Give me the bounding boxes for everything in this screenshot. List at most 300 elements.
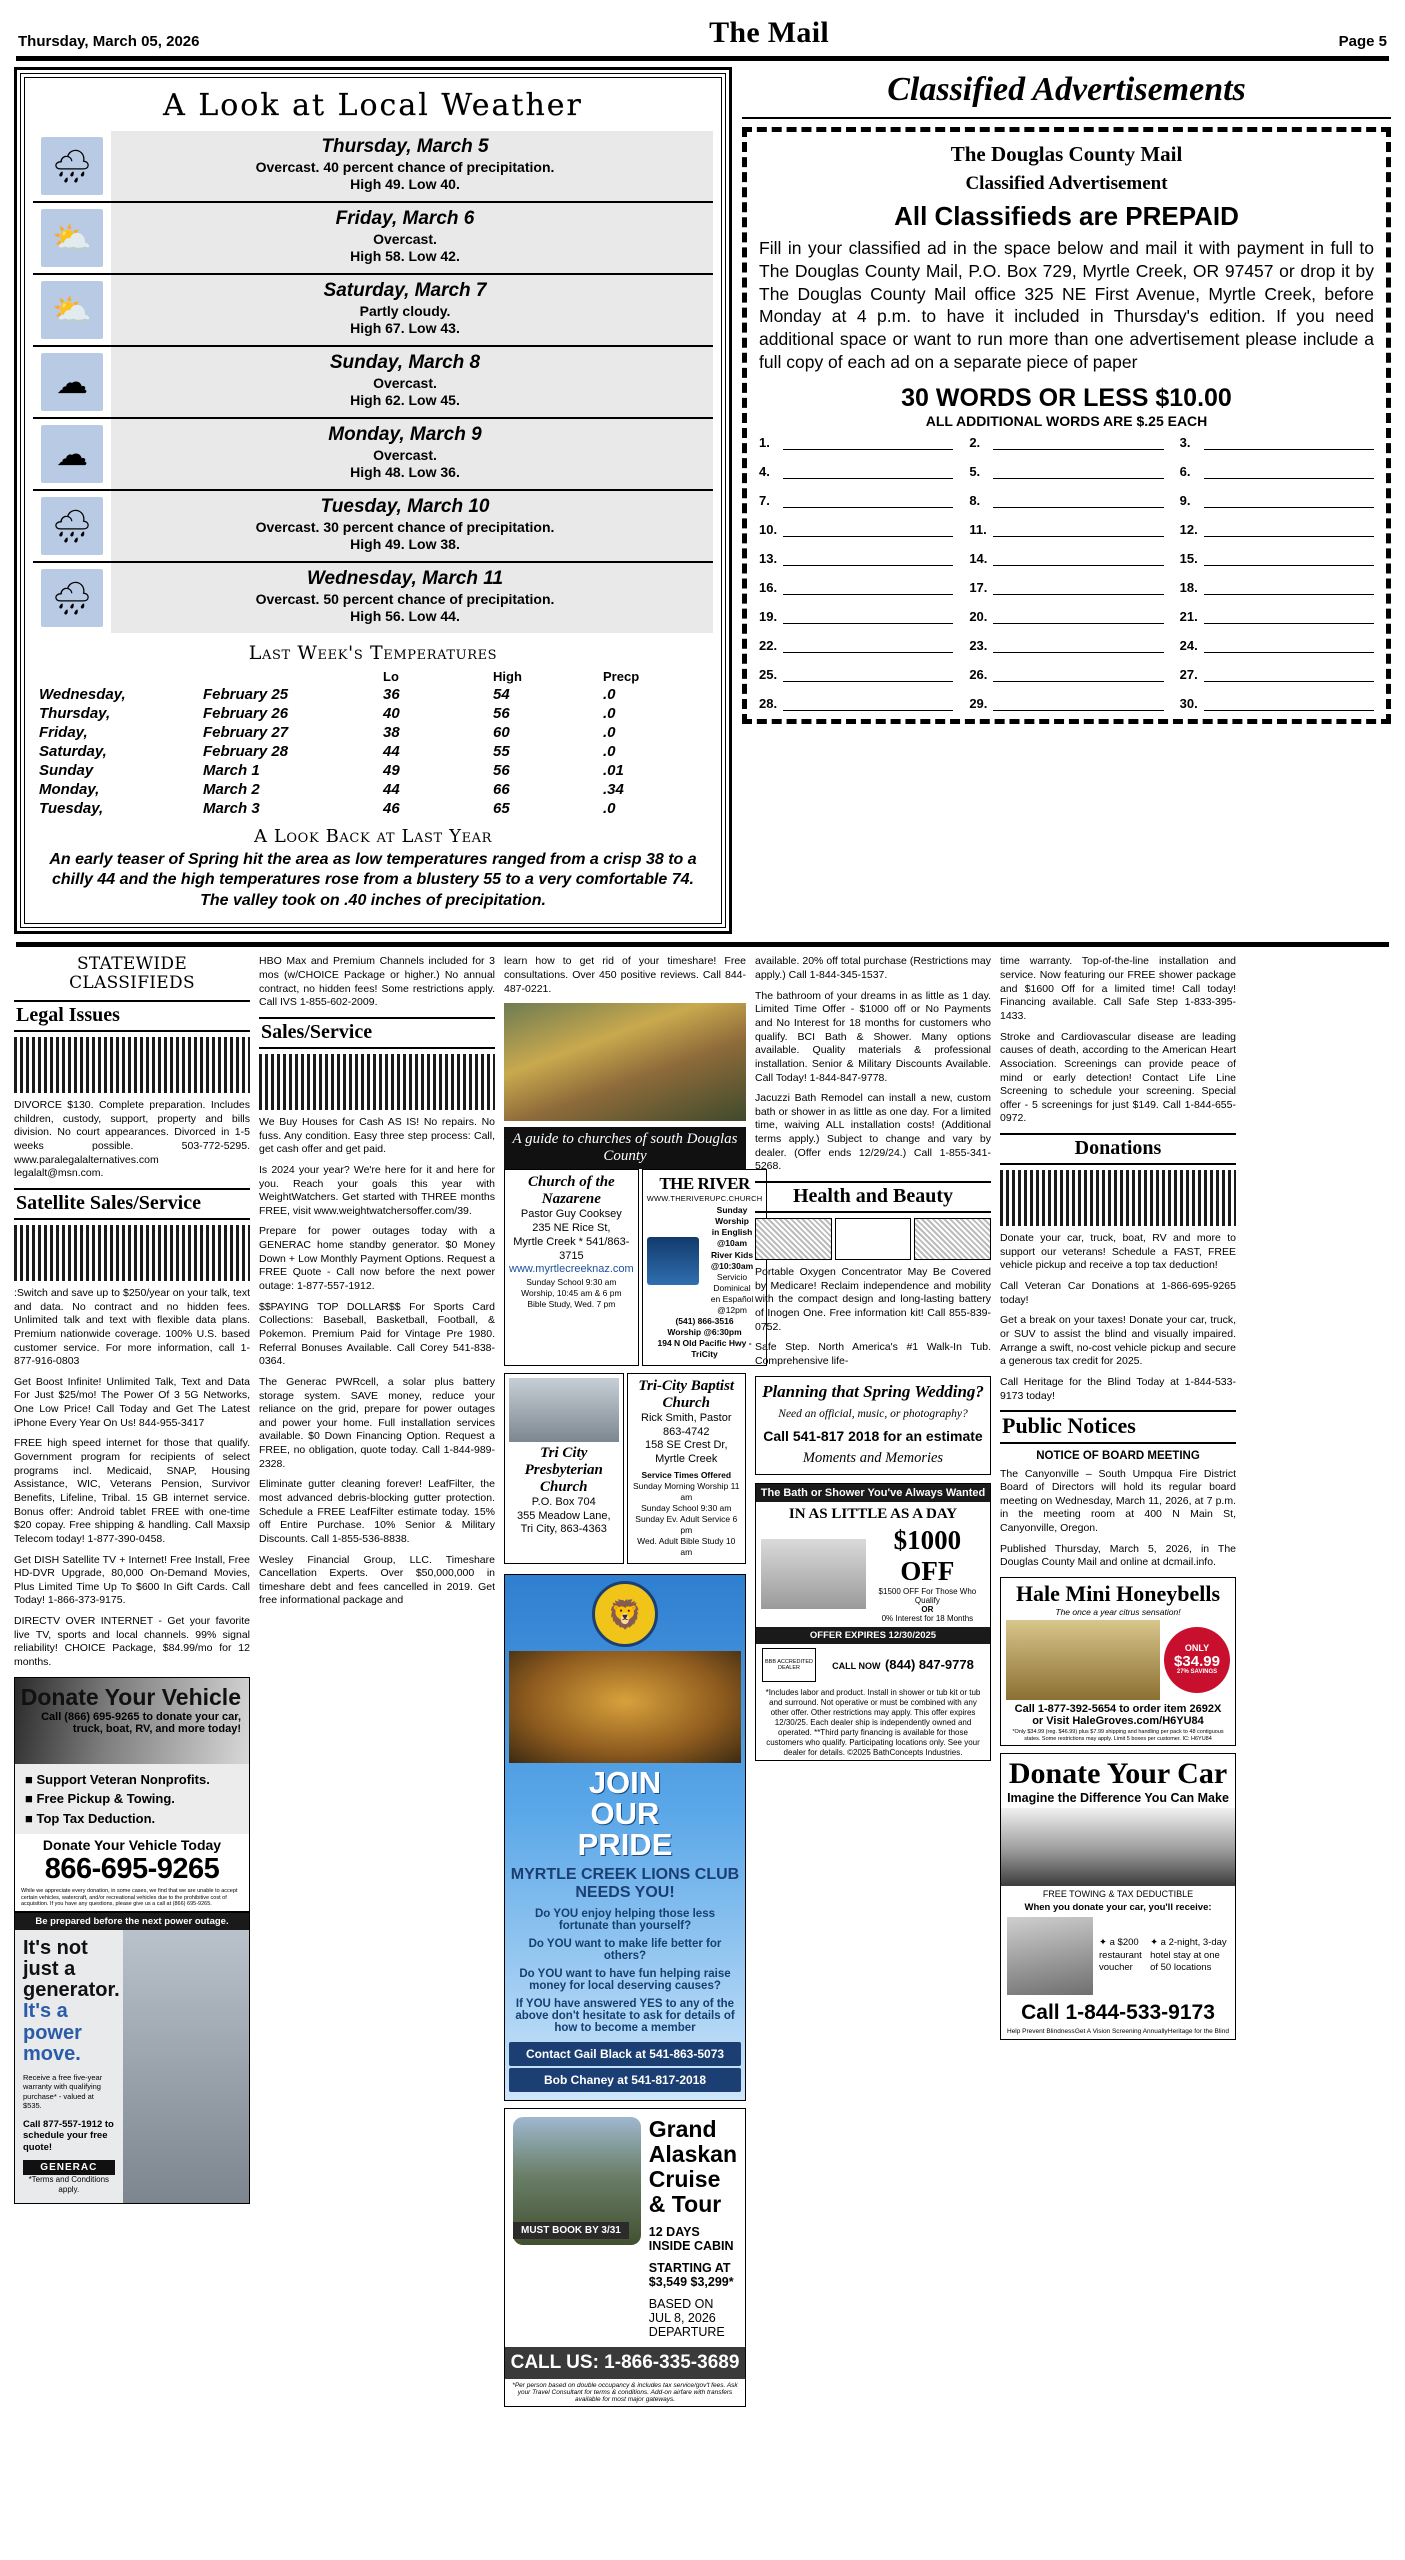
church-website[interactable]: www.myrtlecreeknaz.com [509, 1263, 634, 1276]
blank-line[interactable] [1204, 580, 1374, 595]
word-blank[interactable]: 28. [759, 696, 953, 711]
classified-rule [742, 117, 1391, 119]
church-listing [627, 1373, 747, 1564]
lions-cta: If YOU have answered YES to any of the above don't hesitate to ask for details of how to become a member [515, 1998, 735, 2035]
word-blank[interactable]: 7. [759, 493, 953, 508]
table-row: Sunday March 1 49 56 .01 [39, 762, 624, 779]
classified-column-5 [1000, 955, 1236, 2040]
autumn-trees-photo [504, 1003, 746, 1121]
notice-body: The Canyonville – South Umpqua Fire District Board of Directors will hold its regular board meeting on Wednesday, March 11, 2026, at 7 p.m. in the meeting room at 400 N Main St, Canyonville, Oregon. [1000, 1467, 1236, 1535]
forecast-condition: Overcast. [373, 375, 437, 391]
ad-text: Safe Step. North America's #1 Walk-In Tub. Comprehensive life- [755, 1341, 991, 1367]
bath-offer-alt1: $1500 OFF For Those Who Qualify [878, 1587, 977, 1606]
church-service-time: Worship, 10:45 am & 6 pm [521, 1288, 622, 1299]
ad-text: Prepare for power outages today with a GENERAC home standby generator. $0 Money Down + Low Monthly Payment Options. Request a FREE Quote - Call now before the next power outage: 1-877-557-1912. [259, 1225, 495, 1293]
ad-text: available. 20% off total purchase (Restrictions may apply.) Call 1-844-345-1537. [755, 955, 991, 982]
blank-line[interactable] [783, 464, 953, 479]
word-blank[interactable]: 25. [759, 667, 953, 682]
section-divider-rule [16, 942, 1389, 947]
church-service-time: River Kids [711, 1249, 754, 1260]
table-row: Monday, March 2 44 66 .34 [39, 781, 624, 798]
ad-text: Call Heritage for the Blind Today at 1-844-533-9173 today! [1000, 1375, 1236, 1402]
ad-disclaimer: While we appreciate every donation, in some cases, we find that we are unable to accept certain vehicles, watercraft, and/or recreational vehicles due to the prohibitive cost of acquisition. If you have any questions, please give us a call at (866) 695-9265. [21, 1888, 238, 1908]
ad-title: Donate Your Vehicle [20, 1683, 241, 1710]
church-address: 194 N Old Pacific Hwy - TriCity [657, 1337, 752, 1359]
generac-headline: Be prepared before the next power outage. [15, 1913, 249, 1930]
generac-house-photo [123, 1930, 249, 2203]
lions-contact[interactable]: Contact Gail Black at 541-863-5073 [509, 2042, 741, 2066]
generac-cta[interactable]: Call 877-557-1912 to schedule your free quote! [23, 2118, 114, 2154]
bbb-accredited-icon: BBB ACCREDITED DEALER [762, 1648, 816, 1682]
ad-bullets [15, 1764, 249, 1835]
church-website[interactable]: WWW.THERIVERUPC.CHURCH [646, 1194, 763, 1204]
blank-line[interactable] [783, 435, 953, 450]
cruise-title: Grand Alaskan Cruise & Tour [648, 2116, 738, 2217]
bath-headline: The Bath or Shower You've Always Wanted [756, 1484, 990, 1502]
word-blanks-grid[interactable] [759, 435, 1374, 711]
issue-date: Thursday, March 05, 2026 [18, 33, 200, 50]
weather-title: A Look at Local Weather [163, 88, 583, 123]
word-blank[interactable]: 11. [969, 522, 1163, 537]
forecast-day: Sunday, March 8 [329, 352, 481, 373]
blank-line[interactable] [993, 464, 1163, 479]
church-service-spanish: en Español @12pm [710, 1293, 754, 1315]
category-sales-service: Sales/Service [259, 1017, 495, 1049]
ad-text: Donate your car, truck, boat, RV and more to support our veterans! Schedule a FAST, FREE vehicle pickup and receive a top tax deduction! [1000, 1232, 1236, 1272]
veteran-salute-photo [15, 1678, 249, 1764]
forecast-day: Saturday, March 7 [323, 280, 487, 301]
donate-car-phone[interactable]: Call 1-844-533-9173 [1021, 2000, 1215, 2024]
ad-text: We Buy Houses for Cash AS IS! No repairs. No fuss. Any condition. Easy three step process: Call, get cash offer and get paid. [259, 1115, 495, 1156]
blindness-note-2: Get A Vision Screening Annually [1074, 2027, 1168, 2035]
word-blank[interactable]: 4. [759, 464, 953, 479]
blank-line[interactable] [1204, 522, 1374, 537]
satellite-dish-icon [14, 1225, 250, 1281]
church-detail: P.O. Box 704 [531, 1495, 596, 1508]
table-row: Saturday, February 28 44 55 .0 [39, 743, 616, 760]
form-price-sub: ALL ADDITIONAL WORDS ARE $.25 EACH [925, 412, 1208, 429]
forecast-day: Friday, March 6 [335, 208, 475, 229]
ad-text: time warranty. Top-of-the-line installation and service. Now featuring our FREE shower package and $1600 Off for a limited time! Call today! Financing available. Call Safe Step 1-833-395-1433. [1000, 955, 1236, 1022]
church-name: THE RIVER [659, 1174, 750, 1194]
cruise-disclaimer: *Per person based on double occupancy & includes tax service/gov't fees. Ask your Travel Consultant for terms & conditions. Add-on airfare with transfers available for most major gateways. [512, 2381, 738, 2403]
church-photo [509, 1378, 619, 1442]
blank-line[interactable] [1204, 435, 1374, 450]
price-badge: ONLY $34.99 27% SAVINGS [1164, 1627, 1230, 1693]
alaska-mountains-photo [513, 2117, 641, 2245]
church-service-time: Bible Study, Wed. 7 pm [527, 1299, 616, 1310]
lions-question: Do YOU want to have fun helping raise money for local deserving causes? [519, 1968, 731, 1993]
blank-line[interactable] [993, 522, 1163, 537]
blank-line[interactable] [1204, 609, 1374, 624]
lions-subtitle: MYRTLE CREEK LIONS CLUB NEEDS YOU! [510, 1866, 740, 1902]
ad-text: HBO Max and Premium Channels included for 3 mos (w/CHOICE Package or higher.) No annual contract, no hidden fees! Some restrictions apply. Call IVS 1-855-602-2009. [259, 955, 495, 1009]
cruise-book-by-tag: MUST BOOK BY 3/31 [513, 2222, 629, 2239]
word-blank[interactable]: 16. [759, 580, 953, 595]
classified-column-4 [755, 955, 991, 1761]
honey-subtitle: The once a year citrus sensation! [1055, 1607, 1181, 1617]
last-week-table [33, 669, 713, 818]
church-detail: Pastor Guy Cooksey [520, 1208, 622, 1221]
church-detail: 235 NE Rice St, [532, 1222, 611, 1235]
lions-club-logo-icon: 🦁 [592, 1581, 658, 1647]
donate-car-subtitle: Imagine the Difference You Can Make [1007, 1790, 1229, 1805]
cloud-icon: ☁ [33, 419, 111, 489]
blank-line[interactable] [993, 551, 1163, 566]
church-service-time: Wed. Adult Bible Study 10 am [637, 1536, 736, 1558]
forecast-day: Tuesday, March 10 [320, 496, 490, 517]
masthead-rule [16, 56, 1389, 61]
classified-section-title: Classified Advertisements [887, 71, 1246, 108]
generac-disclaimer: *Terms and Conditions apply. [28, 2175, 110, 2195]
category-legal-issues: Legal Issues [14, 1000, 250, 1032]
paper-title: The Mail [709, 16, 829, 49]
forecast-row [33, 491, 713, 563]
church-name: Church of the Nazarene [528, 1174, 615, 1208]
forecast-temp: High 58. Low 42. [350, 247, 460, 264]
column-header-lo: Lo [383, 669, 399, 684]
forecast-condition: Overcast. 40 percent chance of precipitation. [255, 159, 555, 175]
blank-line[interactable] [1204, 551, 1374, 566]
generac-warranty-note: Receive a free five-year warranty with qualifying purchase* - valued at $535. [23, 2073, 103, 2111]
church-service-time: Sunday Worship [715, 1205, 749, 1227]
cruise-detail: 12 DAYS INSIDE CABIN [648, 2224, 734, 2253]
blank-line[interactable] [783, 638, 953, 653]
word-blank[interactable]: 27. [1180, 667, 1374, 682]
category-donations: Donations [1000, 1133, 1236, 1165]
church-directory-banner: A guide to churches of south Douglas County [504, 1127, 746, 1169]
bath-offer-alt2: 0% Interest for 18 Months [881, 1614, 974, 1624]
forecast-temp: High 67. Low 43. [350, 319, 460, 336]
forecast-day: Monday, March 9 [328, 424, 482, 445]
bullet-item: ■ Top Tax Deduction. [25, 1810, 156, 1826]
ad-text: learn how to get rid of your timeshare! Free consultations. Over 450 positive reviews. Call 844-487-0221. [504, 955, 746, 995]
notice-title: NOTICE OF BOARD MEETING [1036, 1450, 1200, 1463]
blank-line[interactable] [783, 522, 953, 537]
forecast-temp: High 56. Low 44. [350, 607, 460, 624]
lions-question: Do YOU want to make life better for others? [528, 1938, 722, 1963]
forecast-row [33, 347, 713, 419]
ad-text: FREE high speed internet for those that qualify. Government program for recipients of select programs incl. Medicaid, SNAP, Housing Assistance, WIC, Veterans Pension, Survivor Benefits, Lifeline, Tribal. 15 GB internet service. Bonus offer: Android tablet FREE with one-time $20 copay. Free shipping & handling. Call Maxsip Telecom today! 1-877-390-0458. [14, 1437, 250, 1545]
alaskan-cruise-ad[interactable] [504, 2108, 746, 2406]
church-service-time: Worship @6:30pm [667, 1326, 742, 1337]
forecast-temp: High 48. Low 36. [350, 463, 460, 480]
blank-line[interactable] [993, 580, 1163, 595]
cruise-price: STARTING AT $3,549 $3,299* [648, 2260, 734, 2289]
honeybells-photo [1006, 1620, 1160, 1700]
bullet-item: ■ Support Veteran Nonprofits. [25, 1771, 210, 1787]
donate-car-offer-1: ✦ a $200 restaurant voucher [1099, 1937, 1142, 1973]
blank-line[interactable] [783, 667, 953, 682]
blank-line[interactable] [993, 667, 1163, 682]
bath-subhead: IN AS LITTLE AS A DAY [788, 1506, 958, 1523]
blank-line[interactable] [783, 493, 953, 508]
weather-column [14, 67, 732, 934]
ad-text: $$PAYING TOP DOLLAR$$ For Sports Card Collections: Baseball, Basketball, Football, & Pokemon. Premium Paid for Vintage Pre 1980. Referral Bonuses Available. Call Corey 541-838-0364. [259, 1300, 495, 1368]
forecast-day: Wednesday, March 11 [306, 568, 504, 589]
church-detail: Rick Smith, Pastor 863-4742 [641, 1411, 732, 1438]
forecast-list [33, 131, 713, 633]
church-name: Tri-City Baptist Church [638, 1377, 735, 1411]
ad-text: Get DISH Satellite TV + Internet! Free Install, Free HD-DVR Upgrade, 80,000 On-Demand Movies, Plus Limited Time Up To $600 In Gift Cards. Call Today! 1-866-373-9175. [14, 1553, 250, 1607]
tools-icon [259, 1054, 495, 1110]
rain-cloud-icon: 🌧 [33, 563, 111, 633]
ad-text: Call Veteran Car Donations at 1-866-695-9265 today! [1000, 1280, 1236, 1306]
church-service-time: Sunday Morning Worship 11 am [633, 1481, 740, 1503]
category-satellite-sales: Satellite Sales/Service [14, 1188, 250, 1220]
donate-car-note: FREE TOWING & TAX DEDUCTIBLE [1042, 1888, 1194, 1899]
category-health-beauty: Health and Beauty [755, 1181, 991, 1213]
column-header-high: High [493, 669, 522, 684]
church-detail: Myrtle Creek * 541/863-3715 [513, 1235, 630, 1262]
honey-order-line1[interactable]: Call 1-877-392-5654 to order item 2692X [1014, 1703, 1222, 1715]
classified-column-1 [14, 955, 250, 2212]
rain-cloud-icon: 🌧 [33, 491, 111, 561]
word-blank[interactable]: 21. [1180, 609, 1374, 624]
forecast-row [33, 419, 713, 491]
word-blank[interactable]: 8. [969, 493, 1163, 508]
ad-text: Get Boost Infinite! Unlimited Talk, Text and Data For Just $25/mo! The Power Of 3 5G Networks, One Low Price! Call Today and Get The Latest iPhone Every Year On Us! 844-955-3417 [14, 1375, 250, 1429]
word-blank[interactable]: 22. [759, 638, 953, 653]
forecast-condition: Overcast. 30 percent chance of precipitation. [255, 519, 555, 535]
blank-line[interactable] [783, 696, 953, 711]
bath-offer-amount: $1000 OFF [893, 1525, 962, 1587]
cruise-departure: BASED ON JUL 8, 2026 DEPARTURE [648, 2296, 725, 2339]
ad-text: The Generac PWRcell, a solar plus battery storage system. SAVE money, reduce your reliance on the grid, prepare for power outages and power your home. Full installation services available. $0 Down Financing Option. Request a FREE, no obligation, quote today. Call 1-844-989-2328. [259, 1375, 495, 1470]
word-blank[interactable]: 30. [1180, 696, 1374, 711]
look-back-title: A Look Back at Last Year [253, 826, 493, 847]
honey-order-line2[interactable]: or Visit HaleGroves.com/H6YU84 [1032, 1715, 1204, 1727]
wedding-headline: Planning that Spring Wedding? [762, 1381, 984, 1401]
church-name: Tri City Presbyterian Church [524, 1444, 603, 1495]
wedding-business-name: Moments and Memories [802, 1449, 944, 1466]
forecast-day: Thursday, March 5 [321, 136, 489, 157]
word-blank[interactable]: 18. [1180, 580, 1374, 595]
bath-shower-ad[interactable] [755, 1483, 991, 1761]
bath-offer-or: OR [921, 1605, 934, 1615]
church-service-spanish: Dominical [713, 1282, 751, 1293]
cruise-phone[interactable]: CALL US: 1-866-335-3689 [505, 2347, 745, 2379]
column-header-precp: Precp [603, 669, 640, 684]
forecast-row [33, 563, 713, 633]
word-blank[interactable]: 23. [969, 638, 1163, 653]
ad-text: Jacuzzi Bath Remodel can install a new, custom bath or shower in as little as one day. For a limited time, waiving ALL installation costs! (Additional terms apply.) Subject to change and vary by dealer. (Offer ends 12/29/24.) Call 1-855-341-5268. [755, 1092, 991, 1173]
blank-line[interactable] [993, 493, 1163, 508]
donate-vehicle-ad[interactable] [14, 1677, 250, 1912]
masthead [14, 10, 1391, 54]
forecast-condition: Overcast. [373, 447, 437, 463]
donate-car-ad[interactable] [1000, 1753, 1236, 2040]
lions-join-line: PRIDE [577, 1827, 673, 1863]
lion-photo [509, 1651, 741, 1763]
blank-line[interactable] [783, 551, 953, 566]
generac-ad[interactable] [14, 1912, 250, 2204]
bath-disclaimer: *Includes labor and product. Install in shower or tub kit or tub and surround. Not operative or must be combined with any other offer. Other restrictions may apply. This offer expires 12/30/25. Each dealer ship is independently owned and operated. **Third party financing is available for those customers who qualify. Participating locations only. See your dealer for details. ©2025 BathConcepts Industries. [765, 1688, 981, 1758]
blank-line[interactable] [993, 609, 1163, 624]
weather-box [14, 67, 732, 934]
church-detail: 158 SE Crest Dr, Myrtle Creek [644, 1439, 728, 1466]
church-detail: 355 Meadow Lane, [516, 1509, 611, 1522]
classified-column-2 [259, 955, 495, 1615]
honey-title: Hale Mini Honeybells [1015, 1581, 1221, 1606]
forecast-condition: Partly cloudy. [359, 303, 451, 319]
lions-contact[interactable]: Bob Chaney at 541-817-2018 [509, 2068, 741, 2092]
ad-text: Stroke and Cardiovascular disease are leading causes of death, according to the American Heart Association. Screenings can provide peace of mind or early detection! Contact Life Line Screening to schedule your screening. Special offer - 5 screenings for just $149. Call 1-844-655-0972. [1000, 1030, 1236, 1125]
classified-order-form[interactable] [742, 127, 1391, 724]
notice-publication: Published Thursday, March 5, 2026, in The Douglas County Mail and online at dcmail.info. [1000, 1542, 1236, 1569]
church-listing [642, 1169, 768, 1366]
classified-form-column [742, 67, 1391, 934]
word-blank[interactable]: 13. [759, 551, 953, 566]
church-service-spanish: Servicio [716, 1271, 748, 1282]
hearts-icon [1000, 1170, 1236, 1226]
ad-text: Portable Oxygen Concentrator May Be Covered by Medicare! Reclaim independence and mobility with the compact design and long-lasting battery of Inogen One. Free information kit! Call 855-839-0752. [755, 1266, 991, 1333]
blank-line[interactable] [993, 638, 1163, 653]
donate-car-title: Donate Your Car [1008, 1756, 1228, 1790]
wedding-phone[interactable]: Call 541-817 2018 for an estimate [763, 1427, 983, 1444]
donate-car-offer-2: ✦ a 2-night, 3-day hotel stay at one of 50 locations [1150, 1937, 1227, 1973]
blank-line[interactable] [1204, 464, 1374, 479]
church-listing [504, 1169, 639, 1366]
ad-text: Wesley Financial Group, LLC. Timeshare Cancellation Experts. Over $50,000,000 in timeshare debt and fees cancelled in 2019. Get free informational package and [259, 1553, 495, 1607]
gavel-icon [14, 1037, 250, 1093]
church-service-time: in English @10am [711, 1227, 753, 1249]
word-blank[interactable]: 10. [759, 522, 953, 537]
forecast-temp: High 62. Low 45. [350, 391, 460, 408]
word-blank[interactable]: 26. [969, 667, 1163, 682]
blank-line[interactable] [1204, 638, 1374, 653]
ad-text: :Switch and save up to $250/year on your talk, text and data. No contract and no hidden fees. Unlimited talk and text with flexible data plans. Premium nationwide coverage. 100% U.S. based customer service. For more information, call 1-877-916-0803 [14, 1286, 250, 1368]
word-blank[interactable]: 14. [969, 551, 1163, 566]
classified-column-3 [504, 955, 763, 2406]
heritage-blind-logo: Heritage for the Blind [1167, 2027, 1229, 2035]
blank-line[interactable] [783, 580, 953, 595]
donate-car-offer-head: When you donate your car, you'll receive: [1024, 1901, 1212, 1913]
look-back-text: An early teaser of Spring hit the area as low temperatures ranged from a crisp 38 to a chilly 44 and the high temperatures rose from a blustery 55 to a very comfortable 74. The valley took on .40 inches of precipitation. [49, 851, 697, 909]
word-blank[interactable]: 29. [969, 696, 1163, 711]
bathroom-photo [761, 1539, 866, 1609]
ad-call-text: Call (866) 695-9265 to donate your car, truck, boat, RV, and more today! [41, 1710, 241, 1735]
ad-text: The bathroom of your dreams in as little as 1 day. Limited Time Offer - $1000 off or No Payments and No Interest for 18 months for customers who qualify. BCI Bath & Shower. Many options available. Quality materials & professional installation. Senior & Military Discounts Available. Call Today! 1-844-847-9778. [755, 989, 991, 1084]
cloud-icon: ☁ [33, 347, 111, 417]
church-detail: Tri City, 863-4363 [520, 1523, 607, 1536]
ad-phone[interactable]: 866-695-9265 [44, 1853, 220, 1886]
ad-text: DIRECTV OVER INTERNET - Get your favorite live TV, sports and local channels. 99% signal reliability! CHOICE Package, $84.99/mo for 12 months. [14, 1615, 250, 1668]
honeybells-ad[interactable] [1000, 1577, 1236, 1746]
forecast-row [33, 275, 713, 347]
generac-line1: It's not just a generator. [23, 1936, 120, 2002]
bath-call-label: CALL NOW [832, 1661, 881, 1672]
church-service-time: @10:30am [710, 1260, 754, 1271]
word-blank[interactable]: 9. [1180, 493, 1374, 508]
generac-logo: GENERAC [23, 2160, 115, 2175]
rain-cloud-icon: 🌧 [33, 131, 111, 201]
church-phone[interactable]: (541) 866-3516 [675, 1315, 734, 1326]
word-blank[interactable]: 1. [759, 435, 953, 450]
lions-club-ad[interactable] [504, 1574, 746, 2101]
forecast-row [33, 131, 713, 203]
ad-text: Is 2024 your year? We're here for it and here for you. Reach your goals this year with WeightWatchers. Get started with THREE months FREE, visit www.weightwatchersoffer.com/39. [259, 1163, 495, 1217]
blank-line[interactable] [1204, 667, 1374, 682]
bath-offer-expiry: OFFER EXPIRES 12/30/2025 [756, 1627, 990, 1644]
sun-cloud-icon: ⛅ [33, 275, 111, 345]
blank-line[interactable] [1204, 696, 1374, 711]
category-public-notices: Public Notices [1000, 1410, 1236, 1444]
lions-question: Do YOU enjoy helping those less fortunate than yourself? [535, 1908, 715, 1933]
blank-line[interactable] [993, 696, 1163, 711]
car-photo [1001, 1808, 1235, 1886]
ad-text: Eliminate gutter cleaning forever! LeafFilter, the most advanced debris-blocking gutter protection. Schedule a FREE LeafFilter estimate today. 15% off Entire Purchase. 10% Senior & Military Discounts. Call 1-855-536-8838. [259, 1478, 495, 1545]
table-row: Friday, February 27 38 60 .0 [39, 724, 616, 741]
statewide-heading: STATEWIDE CLASSIFIEDS [69, 954, 195, 993]
ad-text: Get a break on your taxes! Donate your car, truck, or SUV to assist the blind and visually impaired. Arrange a swift, no-cost vehicle pickup and secure a generous tax credit for 2025. [1000, 1314, 1236, 1368]
form-subtitle: Classified Advertisement [965, 173, 1168, 194]
forecast-condition: Overcast. [373, 231, 437, 247]
ad-cta: Donate Your Vehicle Today [42, 1837, 222, 1854]
word-blank[interactable]: 17. [969, 580, 1163, 595]
table-row: Tuesday, March 3 46 65 .0 [39, 800, 616, 817]
word-blank[interactable]: 2. [969, 435, 1163, 450]
sun-cloud-icon: ⛅ [33, 203, 111, 273]
word-blank[interactable]: 3. [1180, 435, 1374, 450]
page-number: Page 5 [1338, 33, 1387, 50]
ad-text: DIVORCE $130. Complete preparation. Includes children, custody, support, property and bills division. No court appearances. Divorced in 1-5 weeks possible. 503-772-5295. www.paralegalalternatives.com legalalt@msn.com. [14, 1099, 250, 1180]
blindness-note-1: Help Prevent Blindness [1007, 2027, 1075, 2035]
blank-line[interactable] [783, 609, 953, 624]
table-row: Thursday, February 26 40 56 .0 [39, 705, 616, 722]
church-listing [504, 1373, 624, 1564]
form-publisher: The Douglas County Mail [950, 142, 1183, 166]
form-instructions: Fill in your classified ad in the space below and mail it with payment in full to The Douglas County Mail, P.O. Box 729, Myrtle Creek, OR 97457 or drop it by The Douglas County Mail office 325 NE First Avenue, Myrtle Creek, before Monday at 4 p.m. to have it included in Thursday's edition. If you need additional space or want to run more than one advertisement please include a full copy of each ad on a separate piece of paper [759, 238, 1374, 372]
church-directory [504, 1127, 763, 1568]
lions-join-line: OUR [590, 1796, 660, 1832]
form-prepaid-notice: All Classifieds are PREPAID [894, 201, 1239, 231]
river-logo-icon [647, 1237, 699, 1285]
lions-join-line: JOIN [588, 1765, 662, 1801]
blank-line[interactable] [993, 435, 1163, 450]
word-blank[interactable]: 6. [1180, 464, 1374, 479]
top-section [14, 67, 1391, 934]
honey-disclaimer: *Only $34.99 (reg. $46.99) plus $7.99 shipping and handling per pack to 48 contiguous states. Some restrictions may apply. Limit 5 boxes per customer. IC: H6YU84 [1012, 1729, 1224, 1742]
word-blank[interactable]: 5. [969, 464, 1163, 479]
blank-line[interactable] [1204, 493, 1374, 508]
word-blank[interactable]: 12. [1180, 522, 1374, 537]
generac-line2: It's a power move. [23, 2000, 82, 2065]
table-row: Wednesday, February 25 36 54 .0 [39, 686, 616, 703]
church-service-time: Sunday School 9:30 am [641, 1503, 732, 1514]
classifieds-columns [14, 955, 1391, 2406]
church-services-heading: Service Times Offered [641, 1469, 732, 1480]
forecast-temp: High 49. Low 38. [350, 535, 460, 552]
church-service-time: Sunday Ev. Adult Service 6 pm [635, 1514, 738, 1536]
forecast-condition: Overcast. 50 percent chance of precipitation. [255, 591, 555, 607]
teeth-icon [755, 1218, 991, 1260]
last-week-title: Last Week's Temperatures [248, 642, 498, 664]
bath-phone[interactable]: (844) 847-9778 [884, 1657, 974, 1673]
word-blank[interactable]: 19. [759, 609, 953, 624]
wedding-services-ad[interactable] [755, 1376, 991, 1476]
table-header-row [33, 669, 713, 685]
woman-photo [1007, 1917, 1093, 1995]
form-price: 30 WORDS OR LESS $10.00 [901, 383, 1232, 412]
church-service-time: Sunday School 9:30 am [526, 1277, 617, 1288]
word-blank[interactable]: 15. [1180, 551, 1374, 566]
bullet-item: ■ Free Pickup & Towing. [25, 1791, 175, 1807]
word-blank[interactable]: 24. [1180, 638, 1374, 653]
forecast-temp: High 49. Low 40. [350, 175, 460, 192]
forecast-row [33, 203, 713, 275]
word-blank[interactable]: 20. [969, 609, 1163, 624]
